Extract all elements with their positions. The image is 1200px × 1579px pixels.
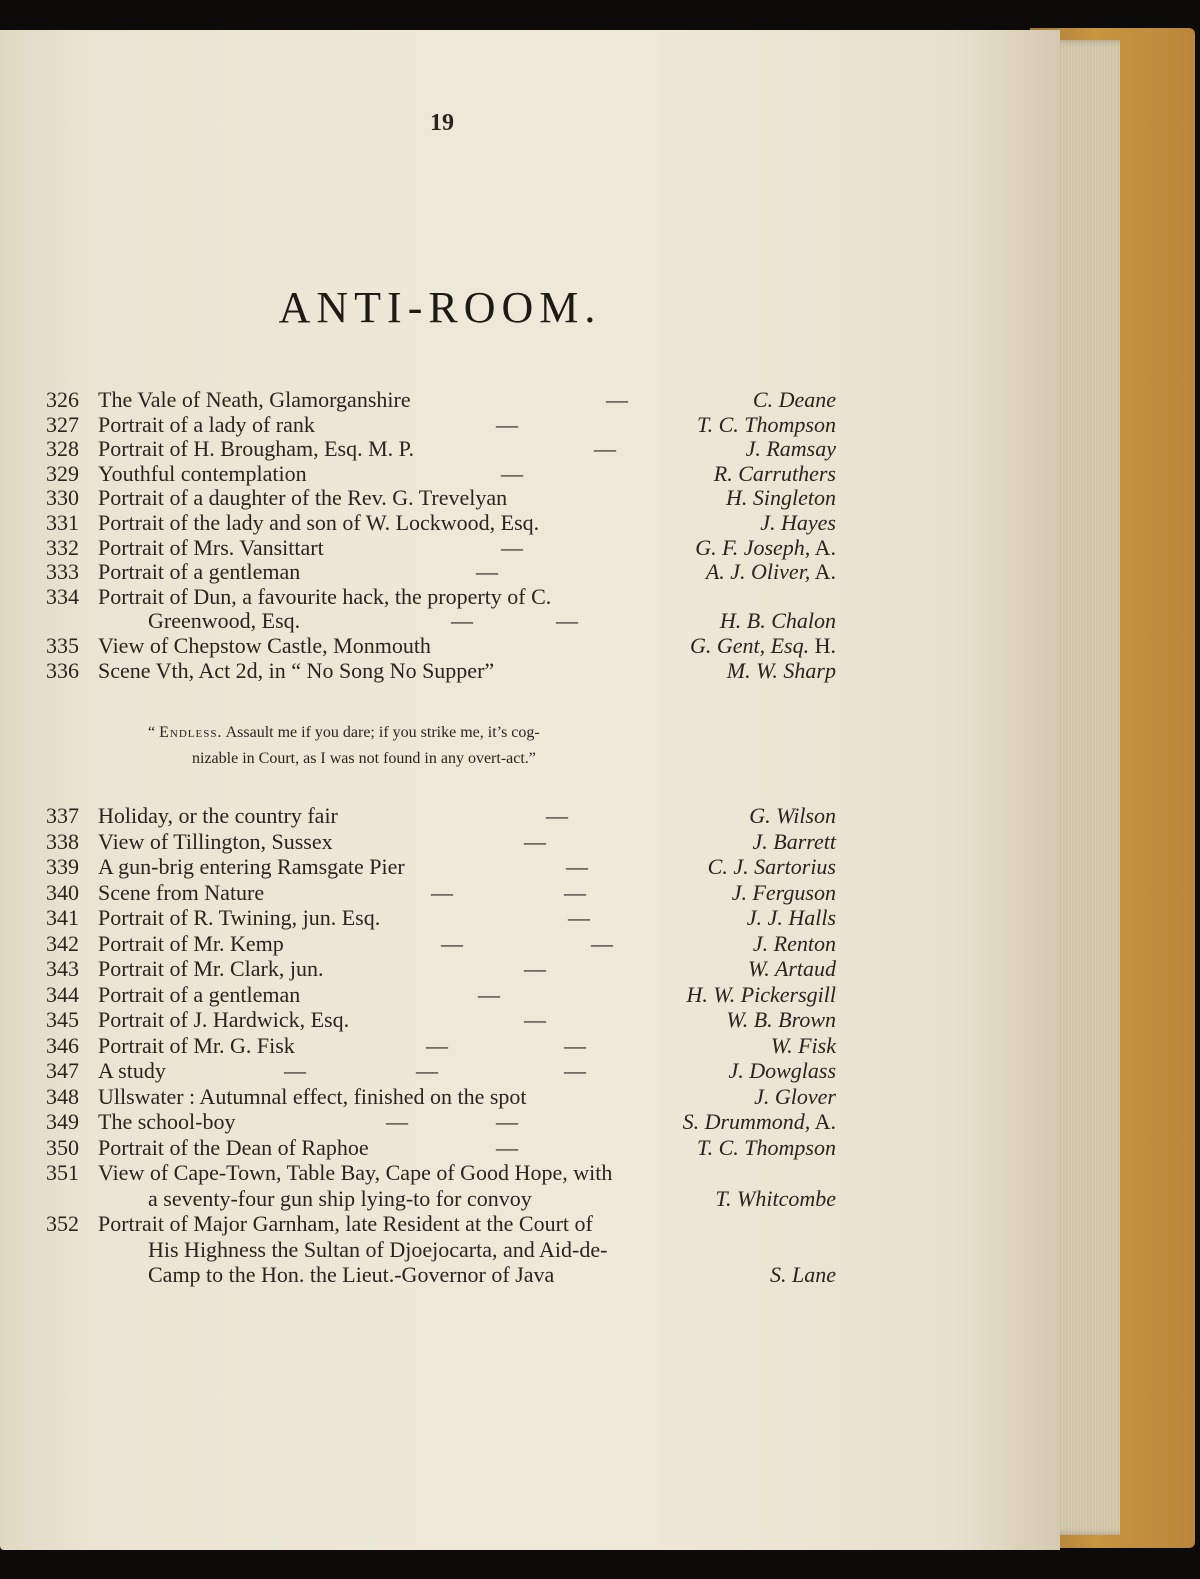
entry-artist xyxy=(746,435,836,462)
artist-name: J. J. Halls xyxy=(746,905,836,930)
catalogue-entry xyxy=(46,1236,836,1263)
entry-title: Portrait of Mrs. Vansittart xyxy=(98,534,324,560)
artist-name: C. Deane xyxy=(752,387,836,412)
quotation-line-1 xyxy=(148,722,540,744)
entry-number: 337 xyxy=(46,803,79,828)
artist-name: J. Ramsay xyxy=(745,436,836,462)
entry-artist xyxy=(748,955,836,982)
leader-dash: — xyxy=(451,608,473,634)
catalogue-entry xyxy=(46,632,836,659)
leader-dash: — xyxy=(566,854,588,879)
leader-dash: — xyxy=(568,905,590,930)
entry-title: a seventy-four gun ship lying-to for convoy xyxy=(148,1185,532,1211)
catalogue-entry xyxy=(46,853,836,880)
leader-dash: — xyxy=(591,930,613,956)
artist-name: J. Glover xyxy=(754,1083,836,1109)
entry-title: Holiday, or the country fair xyxy=(98,803,338,828)
leader-dash: — xyxy=(431,879,453,905)
entry-title: Portrait of the Dean of Raphoe xyxy=(98,1134,369,1160)
entry-artist xyxy=(753,386,836,413)
catalogue-entry xyxy=(46,1185,836,1212)
artist-suffix: A. xyxy=(810,534,836,560)
artist-name: H. Singleton xyxy=(726,485,836,511)
entry-number: 346 xyxy=(46,1032,79,1058)
entry-title: A study xyxy=(98,1058,166,1083)
entry-artist xyxy=(771,1032,836,1059)
leader-dash: — xyxy=(501,534,523,560)
entry-artist xyxy=(754,1083,836,1110)
entry-number: 336 xyxy=(46,657,79,683)
entry-artist xyxy=(697,1134,836,1161)
artist-name: J. Hayes xyxy=(760,510,836,535)
quotation-open-mark: “ xyxy=(148,724,156,741)
artist-name: J. Dowglass xyxy=(728,1058,836,1083)
entry-title: Youthful contemplation xyxy=(98,460,307,486)
leader-dash: — xyxy=(416,1058,438,1083)
entry-artist xyxy=(683,1108,836,1135)
entry-number: 339 xyxy=(46,854,79,879)
entry-title: View of Cape-Town, Table Bay, Cape of Good Hope, with xyxy=(98,1160,613,1185)
artist-name: W. B. Brown xyxy=(726,1007,836,1032)
artist-name: W. Fisk xyxy=(770,1032,836,1058)
leader-dash: — xyxy=(284,1058,306,1083)
artist-name: S. Drummond, xyxy=(682,1109,811,1134)
artist-name: J. Renton xyxy=(752,930,836,956)
entry-artist xyxy=(760,509,836,536)
artist-name: G. Wilson xyxy=(749,803,836,828)
leader-dash: — xyxy=(564,1032,586,1058)
entry-artist xyxy=(749,802,836,829)
artist-name: M. W. Sharp xyxy=(726,657,836,683)
entry-number: 340 xyxy=(46,879,79,905)
entry-title: View of Chepstow Castle, Monmouth xyxy=(98,633,431,658)
entry-artist xyxy=(708,853,836,880)
artist-name: J. Barrett xyxy=(752,828,836,854)
entry-artist xyxy=(697,411,836,438)
leader-dash: — xyxy=(426,1032,448,1058)
entry-artist xyxy=(714,460,836,487)
catalogue-entry xyxy=(46,1159,836,1186)
catalogue-entry xyxy=(46,1057,836,1084)
entry-title: Portrait of Dun, a favourite hack, the property of C. xyxy=(98,583,552,609)
catalogue-entry xyxy=(46,607,836,634)
entry-artist xyxy=(770,1261,836,1288)
entry-artist xyxy=(726,484,836,511)
entry-number: 348 xyxy=(46,1083,79,1109)
leader-dash: — xyxy=(524,1007,546,1032)
leader-dash: — xyxy=(556,608,578,634)
entry-number: 338 xyxy=(46,828,79,854)
entry-number: 350 xyxy=(46,1134,79,1160)
catalogue-entry xyxy=(46,1083,836,1110)
leader-dash: — xyxy=(546,803,568,828)
artist-name: T. C. Thompson xyxy=(697,411,836,437)
artist-suffix: H. xyxy=(809,633,836,658)
entry-number: 343 xyxy=(46,956,79,981)
entry-number: 333 xyxy=(46,559,79,585)
leader-dash: — xyxy=(564,1058,586,1083)
section-heading: ANTI-ROOM. xyxy=(278,283,602,332)
catalogue-entry xyxy=(46,955,836,982)
leader-dash: — xyxy=(386,1109,408,1134)
entry-number: 334 xyxy=(46,583,79,609)
artist-name: G. F. Joseph, xyxy=(695,534,811,560)
entry-artist xyxy=(753,930,836,957)
entry-number: 352 xyxy=(46,1211,79,1236)
catalogue-entry xyxy=(46,879,836,906)
entry-number: 327 xyxy=(46,411,79,437)
artist-suffix: A. xyxy=(810,1109,836,1134)
entry-title: Portrait of a lady of rank xyxy=(98,411,315,437)
artist-name: H. W. Pickersgill xyxy=(686,981,836,1007)
artist-name: C. J. Sartorius xyxy=(707,854,836,879)
entry-title: The Vale of Neath, Glamorganshire xyxy=(98,387,411,412)
quotation-text-2: nizable in Court, as I was not found in any overt-act.” xyxy=(192,750,536,767)
entry-number: 349 xyxy=(46,1109,79,1134)
entry-artist xyxy=(720,607,836,634)
entry-title: Ullswater : Autumnal effect, finished on the spot xyxy=(98,1083,527,1109)
artist-name: W. Artaud xyxy=(747,956,836,981)
catalogue-entry xyxy=(46,930,836,957)
artist-name: T. Whitcombe xyxy=(715,1185,836,1211)
entry-title: Portrait of Major Garnham, late Resident at the Court of xyxy=(98,1211,593,1236)
entry-title: Portrait of Mr. Clark, jun. xyxy=(98,956,324,981)
entry-number: 347 xyxy=(46,1058,79,1083)
entry-artist xyxy=(747,904,836,931)
entry-number: 332 xyxy=(46,534,79,560)
entry-number: 330 xyxy=(46,485,79,511)
leader-dash: — xyxy=(594,436,616,462)
leader-dash: — xyxy=(496,1109,518,1134)
entry-number: 342 xyxy=(46,930,79,956)
entry-title: Portrait of H. Brougham, Esq. M. P. xyxy=(98,436,414,462)
leader-dash: — xyxy=(564,879,586,905)
entry-title: Portrait of a daughter of the Rev. G. Trevelyan xyxy=(98,485,508,511)
entry-title: Portrait of Mr. G. Fisk xyxy=(98,1032,295,1058)
leader-dash: — xyxy=(496,1134,518,1160)
catalogue-entry xyxy=(46,583,836,610)
leader-dash: — xyxy=(476,559,498,585)
entry-title: Portrait of the lady and son of W. Lockwood, Esq. xyxy=(98,510,540,535)
catalogue-entry xyxy=(46,1006,836,1033)
entry-title: Greenwood, Esq. xyxy=(148,608,301,634)
leader-dash: — xyxy=(606,387,628,412)
catalogue-entry xyxy=(46,1210,836,1237)
entry-title: Portrait of Mr. Kemp xyxy=(98,930,284,956)
entry-number: 341 xyxy=(46,905,79,930)
quotation-text-1: Assault me if you dare; if you strike me, it’s cog- xyxy=(225,724,540,741)
catalogue-entry xyxy=(46,386,836,413)
leader-dash: — xyxy=(441,930,463,956)
entry-artist xyxy=(695,534,836,561)
entry-number: 331 xyxy=(46,510,79,535)
entry-artist xyxy=(728,1057,836,1084)
artist-name: S. Lane xyxy=(770,1262,836,1287)
entry-artist xyxy=(726,1006,836,1033)
catalogue-entry xyxy=(46,657,836,684)
entry-title: Scene from Nature xyxy=(98,879,265,905)
catalogue-entry xyxy=(46,981,836,1008)
artist-suffix: A. xyxy=(810,559,836,585)
entry-title: Camp to the Hon. the Lieut.-Governor of Java xyxy=(148,1262,555,1287)
catalogue-entry xyxy=(46,435,836,462)
catalogue-entry xyxy=(46,558,836,585)
entry-number: 326 xyxy=(46,387,79,412)
entry-number: 328 xyxy=(46,436,79,462)
entry-title: View of Tillington, Sussex xyxy=(98,828,333,854)
artist-name: H. B. Chalon xyxy=(719,608,836,634)
entry-title: Portrait of R. Twining, jun. Esq. xyxy=(98,905,381,930)
entry-artist xyxy=(706,558,836,585)
entry-title: The school-boy xyxy=(98,1109,236,1134)
catalogue-entry xyxy=(46,460,836,487)
artist-name: A. J. Oliver, xyxy=(705,559,811,585)
quotation-speaker: Endless. xyxy=(159,724,223,741)
artist-name: J. Ferguson xyxy=(731,879,836,905)
catalogue-entry xyxy=(46,509,836,536)
catalogue-entry xyxy=(46,1134,836,1161)
leader-dash: — xyxy=(524,828,546,854)
leader-dash: — xyxy=(501,460,523,486)
entry-title: His Highness the Sultan of Djoejocarta, and Aid-de- xyxy=(148,1236,608,1262)
entry-artist xyxy=(687,981,837,1008)
entry-title: Portrait of a gentleman xyxy=(98,559,301,585)
entry-artist xyxy=(727,657,836,684)
leader-dash: — xyxy=(524,956,546,981)
quotation-line-2 xyxy=(192,748,536,770)
entry-title: Scene Vth, Act 2d, in “ No Song No Supper” xyxy=(98,657,495,683)
catalogue-entry xyxy=(46,1261,836,1288)
catalogue-entry xyxy=(46,484,836,511)
catalogue-entry xyxy=(46,828,836,855)
entry-title: Portrait of J. Hardwick, Esq. xyxy=(98,1007,350,1032)
page-number: 19 xyxy=(430,110,454,136)
entry-artist xyxy=(732,879,836,906)
catalogue-entry xyxy=(46,534,836,561)
catalogue-entry xyxy=(46,904,836,931)
entry-title: A gun-brig entering Ramsgate Pier xyxy=(98,854,405,879)
artist-name: R. Carruthers xyxy=(713,460,836,486)
entry-number: 329 xyxy=(46,460,79,486)
catalogue-entry xyxy=(46,1108,836,1135)
leader-dash: — xyxy=(496,411,518,437)
entry-artist xyxy=(690,632,836,659)
catalogue-entry xyxy=(46,802,836,829)
entry-artist xyxy=(715,1185,836,1212)
catalogue-entry xyxy=(46,411,836,438)
entry-number: 345 xyxy=(46,1007,79,1032)
entry-number: 335 xyxy=(46,633,79,658)
entry-number: 344 xyxy=(46,981,79,1007)
artist-name: T. C. Thompson xyxy=(697,1134,836,1160)
entry-title: Portrait of a gentleman xyxy=(98,981,301,1007)
leader-dash: — xyxy=(478,981,500,1007)
catalogue-entry xyxy=(46,1032,836,1059)
artist-name: G. Gent, Esq. xyxy=(689,633,810,658)
entry-artist xyxy=(753,828,837,855)
entry-number: 351 xyxy=(46,1160,79,1185)
